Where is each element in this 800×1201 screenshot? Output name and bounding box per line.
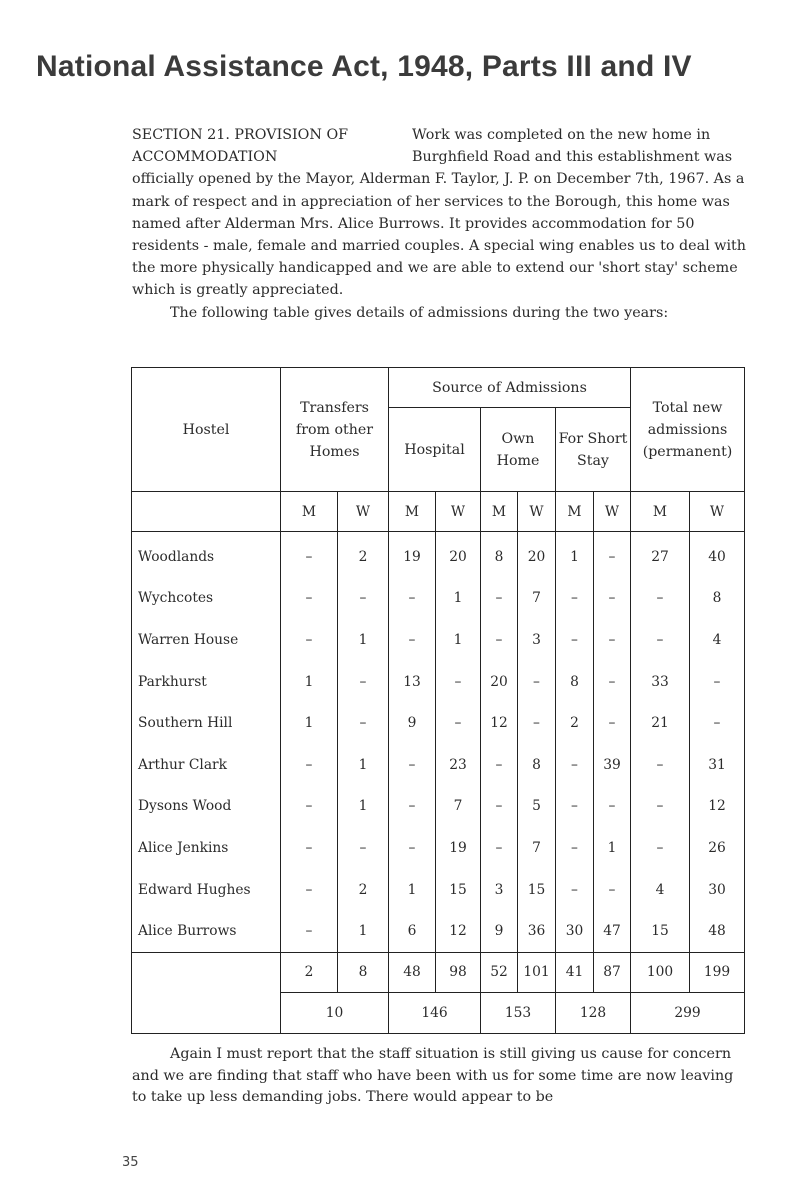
table-cell: 8 [690,578,745,620]
totals-blank-cell [132,952,281,1033]
section-heading-line2: ACCOMMODATION [132,149,278,166]
table-cell: 31 [690,744,745,786]
table-cell: – [631,619,690,661]
table-cell: – [690,702,745,744]
table-cell: 20 [481,661,518,703]
table-cell: 30 [690,869,745,911]
section-heading [132,124,408,168]
table-cell: – [631,827,690,869]
table-cell: – [338,827,389,869]
table-cell: 8 [481,532,518,578]
header-short-stay: For Short Stay [556,408,631,492]
intro-paragraph: Work was completed on the new home in Burghfield Road and this establishment was officially opened by the Mayor, Alderman F. Taylor, J. P. on December 7th, 1967. As a mark of respect and in appreciation of her services to the Borough, this home was named after Alderman Mrs. Alice Burrows. It provides accommodation for 50 residents - male, female and married couples. A special wing enables us to deal with the more physically handicapped and we are able to extend our 'short stay' scheme which is greatly appreciated. [132,127,746,299]
header-own-home: Own Home [481,408,556,492]
table-cell: 1 [436,578,481,620]
total-cell: 87 [594,952,631,992]
hostel-name: Alice Burrows [132,910,281,952]
table-cell: 47 [594,910,631,952]
table-cell: – [338,578,389,620]
table-cell: 19 [389,532,436,578]
table-row [132,702,745,744]
header-w: W [338,492,389,532]
table-cell: 7 [518,578,556,620]
table-cell: 40 [690,532,745,578]
table-cell: – [389,744,436,786]
table-cell: – [631,578,690,620]
table-cell: 23 [436,744,481,786]
table-cell: – [631,786,690,828]
mw-header-row [132,492,745,532]
table-row [132,910,745,952]
table-cell: – [281,786,338,828]
table-cell: 48 [690,910,745,952]
admissions-table [131,367,745,1034]
table-row [132,744,745,786]
table-cell: 26 [690,827,745,869]
header-w: W [690,492,745,532]
grand-total-cell: 153 [481,992,556,1033]
table-cell: – [594,869,631,911]
grand-total-cell: 146 [389,992,481,1033]
total-cell: 41 [556,952,594,992]
table-cell: – [556,619,594,661]
table-cell: – [594,661,631,703]
total-cell: 199 [690,952,745,992]
table-cell: 12 [481,702,518,744]
hostel-name: Warren House [132,619,281,661]
header-m: M [389,492,436,532]
table-cell: – [281,532,338,578]
table-body [132,532,745,953]
table-cell: 30 [556,910,594,952]
table-cell: 1 [436,619,481,661]
table-cell: – [556,578,594,620]
table-cell: 1 [281,661,338,703]
table-cell: 27 [631,532,690,578]
table-cell: – [594,702,631,744]
table-cell: 39 [594,744,631,786]
table-cell: – [594,532,631,578]
header-transfers: Transfers from other Homes [281,368,389,492]
table-cell: 4 [690,619,745,661]
table-cell: 1 [556,532,594,578]
hostel-name: Southern Hill [132,702,281,744]
table-cell: 8 [518,744,556,786]
header-w: W [436,492,481,532]
closing-paragraph: Again I must report that the staff situation is still giving us cause for concern and we are finding that staff who have been with us for some time are now leaving to take up less demanding jobs. There would appear to be [132,1046,734,1105]
header-total-new-admissions: Total new admissions (permanent) [631,368,745,492]
table-cell: – [338,661,389,703]
header-hostel: Hostel [132,368,281,492]
table-cell: 1 [338,910,389,952]
header-m: M [281,492,338,532]
table-cell: 12 [436,910,481,952]
table-cell: 2 [338,532,389,578]
table-row [132,578,745,620]
table-cell: – [481,578,518,620]
table-cell: 4 [631,869,690,911]
header-source-of-admissions: Source of Admissions [389,368,631,408]
table-cell: 5 [518,786,556,828]
header-m: M [631,492,690,532]
table-cell: – [281,619,338,661]
table-cell: 7 [518,827,556,869]
table-cell: – [631,744,690,786]
total-cell: 52 [481,952,518,992]
table-cell: 2 [338,869,389,911]
page-title: National Assistance Act, 1948, Parts III and IV [36,50,692,83]
table-row [132,827,745,869]
table-cell: – [281,910,338,952]
table-cell: – [281,827,338,869]
table-cell: – [281,744,338,786]
table-row [132,619,745,661]
header-m: M [556,492,594,532]
header-hospital: Hospital [389,408,481,492]
table-cell: – [281,869,338,911]
total-cell: 2 [281,952,338,992]
mw-blank-cell [132,492,281,532]
hostel-name: Parkhurst [132,661,281,703]
table-cell: – [556,786,594,828]
table-cell: – [556,744,594,786]
table-cell: – [281,578,338,620]
table-cell: 1 [389,869,436,911]
header-w: W [594,492,631,532]
table-cell: 13 [389,661,436,703]
page-number: 35 [122,1155,139,1170]
table-cell: 12 [690,786,745,828]
total-cell: 8 [338,952,389,992]
hostel-name: Alice Jenkins [132,827,281,869]
table-cell: 33 [631,661,690,703]
table-cell: 21 [631,702,690,744]
intro-section [132,124,750,324]
table-cell: 20 [436,532,481,578]
table-cell: – [436,661,481,703]
table-cell: – [556,869,594,911]
table-cell: 15 [631,910,690,952]
table-cell: 2 [556,702,594,744]
table-cell: – [481,827,518,869]
table-cell: – [481,619,518,661]
hostel-name: Dysons Wood [132,786,281,828]
table-cell: 3 [481,869,518,911]
table-cell: 9 [389,702,436,744]
hostel-name: Arthur Clark [132,744,281,786]
table-cell: – [481,744,518,786]
hostel-name: Woodlands [132,532,281,578]
total-cell: 48 [389,952,436,992]
table-cell: 15 [518,869,556,911]
table-cell: – [481,786,518,828]
header-w: W [518,492,556,532]
total-cell: 98 [436,952,481,992]
table-cell: 7 [436,786,481,828]
table-cell: 6 [389,910,436,952]
grand-total-cell: 10 [281,992,389,1033]
grand-total-cell: 299 [631,992,745,1033]
table-cell: 3 [518,619,556,661]
table-cell: – [389,827,436,869]
table-cell: – [594,578,631,620]
table-row [132,786,745,828]
table-cell: 1 [338,619,389,661]
table-cell: 15 [436,869,481,911]
total-cell: 100 [631,952,690,992]
table-row [132,661,745,703]
table-cell: – [389,786,436,828]
table-cell: – [518,661,556,703]
hostel-name: Wychcotes [132,578,281,620]
section-heading-line1: SECTION 21. PROVISION OF [132,127,349,143]
total-cell: 101 [518,952,556,992]
table-cell: – [556,827,594,869]
hostel-name: Edward Hughes [132,869,281,911]
table-cell: 20 [518,532,556,578]
table-row [132,869,745,911]
grand-total-cell: 128 [556,992,631,1033]
header-m: M [481,492,518,532]
closing-text [132,1044,750,1109]
table-cell: – [389,578,436,620]
table-cell: 1 [594,827,631,869]
table-cell: 1 [281,702,338,744]
table-cell: – [338,702,389,744]
table-cell: – [594,786,631,828]
table-row [132,532,745,578]
table-cell: – [594,619,631,661]
table-cell: – [389,619,436,661]
table-cell: 9 [481,910,518,952]
table-cell: – [436,702,481,744]
table-cell: 1 [338,786,389,828]
totals-row [132,952,745,992]
table-cell: 8 [556,661,594,703]
table-cell: 19 [436,827,481,869]
table-cell: 1 [338,744,389,786]
table-cell: 36 [518,910,556,952]
table-intro: The following table gives details of admissions during the two years: [170,304,669,321]
table-cell: – [690,661,745,703]
table-cell: – [518,702,556,744]
